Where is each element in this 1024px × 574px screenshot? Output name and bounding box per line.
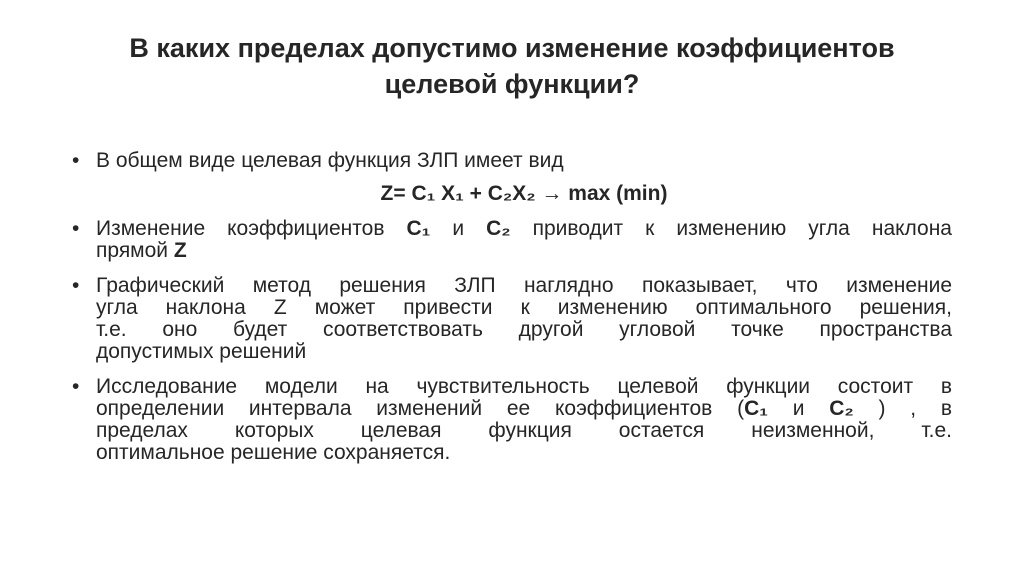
coef-c1: C₁ (406, 217, 431, 240)
bullet-coefficient-change (72, 218, 952, 262)
text-segment: ) , в (853, 397, 953, 420)
coef-c2: C₂ (486, 217, 511, 240)
bullet-text: В общем виде целевая функция ЗЛП имеет вид (96, 149, 564, 172)
bullet-line: т.е. оно будет соответствовать другой угловой точке пространства (96, 318, 952, 341)
bullet-sensitivity (72, 376, 952, 464)
text-segment: Изменение коэффициентов (96, 217, 407, 240)
text-segment: определении интервала изменений ее коэффициентов ( (96, 397, 745, 420)
text-segment: и (767, 397, 830, 420)
bullet-general-form (72, 150, 952, 172)
bullet-line: оптимальное решение сохраняется. (96, 441, 451, 464)
coef-c1: C₁ (744, 397, 768, 420)
bullet-line: • Графический метод решения ЗЛП наглядно показывает, что изменение (96, 274, 952, 297)
text-segment: и (430, 217, 487, 240)
slide-body (72, 150, 952, 477)
text-segment: прямой (96, 239, 174, 262)
bullet-line: пределах которых целевая функция остается неизменной, т.е. (96, 419, 952, 442)
bullet-line (96, 218, 952, 240)
objective-function-formula: Z= C₁ X₁ + C₂X₂ → max (min) (380, 182, 668, 205)
bullet-graphical-method (72, 275, 952, 363)
var-z: Z (173, 239, 187, 262)
bullet-line: • Исследование модели на чувствительность целевой функции состоит в (96, 375, 952, 398)
coef-c2: C₂ (829, 397, 854, 420)
text-segment: приводит к изменению угла наклона (510, 217, 952, 240)
bullet-line (96, 240, 952, 262)
bullet-line (96, 398, 952, 420)
bullet-line: допустимых решений (96, 340, 307, 363)
title-line-2: целевой функции? (384, 69, 640, 99)
title-line-1: В каких пределах допустимо изменение коэффициентов (129, 33, 895, 63)
slide-title (60, 30, 964, 102)
bullet-line: угла наклона Z может привести к изменению оптимального решения, (96, 296, 952, 319)
